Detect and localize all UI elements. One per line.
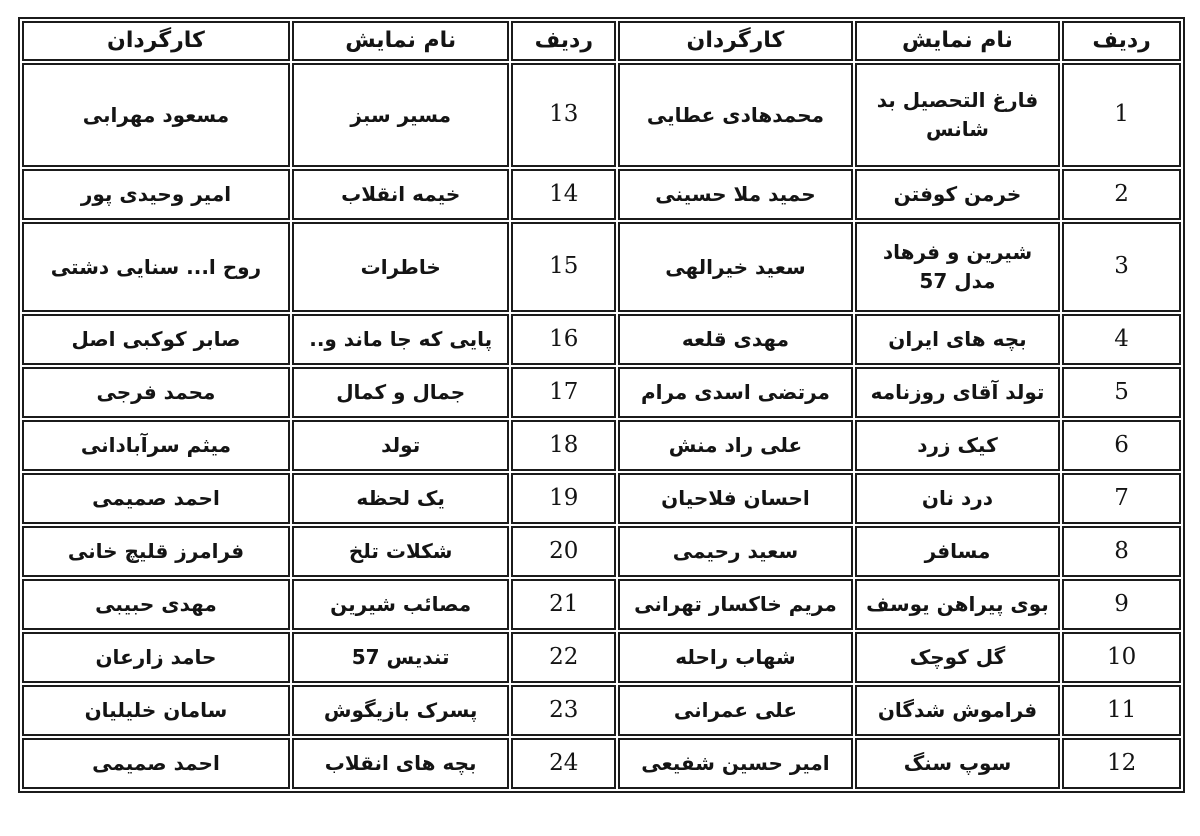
director-cell: سعید رحیمی [618,526,853,577]
table-row [22,367,1181,418]
director-cell: احمد صمیمی [22,738,290,789]
show-name-cell: سوپ سنگ [855,738,1060,789]
row-number-cell: 3 [1062,222,1181,312]
row-number-cell: 21 [511,579,616,630]
director-cell: محمدهادی عطایی [618,63,853,167]
table-row [22,420,1181,471]
row-number-cell: 20 [511,526,616,577]
show-name-cell: تندیس 57 [292,632,510,683]
director-cell: احمد صمیمی [22,473,290,524]
table-row [22,632,1181,683]
director-cell: صابر کوکبی اصل [22,314,290,365]
table-body [22,63,1181,789]
table-row [22,738,1181,789]
row-number-cell: 12 [1062,738,1181,789]
show-name-cell: خیمه انقلاب [292,169,510,220]
director-cell: مریم خاکسار تهرانی [618,579,853,630]
show-name-cell: مصائب شیرین [292,579,510,630]
table-row [22,473,1181,524]
table-header [22,21,1181,61]
show-name-cell: فارغ التحصیل بد شانس [855,63,1060,167]
row-number-cell: 19 [511,473,616,524]
director-cell: محمد فرجی [22,367,290,418]
row-number-cell: 10 [1062,632,1181,683]
show-name-cell: شکلات تلخ [292,526,510,577]
row-number-cell: 6 [1062,420,1181,471]
row-number-cell: 23 [511,685,616,736]
column-header-director-right: کارگردان [618,21,853,61]
show-name-cell: بوی پیراهن یوسف [855,579,1060,630]
show-name-cell: کیک زرد [855,420,1060,471]
show-name-cell: خرمن کوفتن [855,169,1060,220]
director-cell: احسان فلاحیان [618,473,853,524]
row-number-cell: 2 [1062,169,1181,220]
show-name-cell: درد نان [855,473,1060,524]
column-header-show-name-left: نام نمایش [292,21,510,61]
show-name-cell: فراموش شدگان [855,685,1060,736]
director-cell: امیر حسین شفیعی [618,738,853,789]
table-row [22,169,1181,220]
show-name-cell: پایی که جا ماند و.. [292,314,510,365]
show-name-cell: جمال و کمال [292,367,510,418]
row-number-cell: 13 [511,63,616,167]
director-cell: حمید ملا حسینی [618,169,853,220]
row-number-cell: 16 [511,314,616,365]
row-number-cell: 18 [511,420,616,471]
row-number-cell: 17 [511,367,616,418]
director-cell: مهدی قلعه [618,314,853,365]
show-name-cell: شیرین و فرهاد مدل 57 [855,222,1060,312]
row-number-cell: 8 [1062,526,1181,577]
show-name-cell: تولد آقای روزنامه [855,367,1060,418]
show-name-cell: گل کوچک [855,632,1060,683]
show-name-cell: بچه های ایران [855,314,1060,365]
row-number-cell: 5 [1062,367,1181,418]
table-row [22,579,1181,630]
row-number-cell: 15 [511,222,616,312]
director-cell: امیر وحیدی پور [22,169,290,220]
table-row [22,63,1181,167]
director-cell: مسعود مهرابی [22,63,290,167]
show-name-cell: مسیر سبز [292,63,510,167]
show-name-cell: تولد [292,420,510,471]
table-row [22,685,1181,736]
header-row [22,21,1181,61]
director-cell: سعید خیرالهی [618,222,853,312]
row-number-cell: 14 [511,169,616,220]
director-cell: فرامرز قلیچ خانی [22,526,290,577]
director-cell: علی راد منش [618,420,853,471]
table-row [22,314,1181,365]
director-cell: مرتضی اسدی مرام [618,367,853,418]
director-cell: حامد زارعان [22,632,290,683]
director-cell: روح ا... سنایی دشتی [22,222,290,312]
row-number-cell: 22 [511,632,616,683]
show-name-cell: خاطرات [292,222,510,312]
column-header-director-left: کارگردان [22,21,290,61]
director-cell: شهاب راحله [618,632,853,683]
row-number-cell: 11 [1062,685,1181,736]
director-cell: علی عمرانی [618,685,853,736]
director-cell: سامان خلیلیان [22,685,290,736]
row-number-cell: 9 [1062,579,1181,630]
column-header-show-name-right: نام نمایش [855,21,1060,61]
show-name-cell: مسافر [855,526,1060,577]
row-number-cell: 4 [1062,314,1181,365]
column-header-row-number-left: ردیف [511,21,616,61]
row-number-cell: 7 [1062,473,1181,524]
director-cell: مهدی حبیبی [22,579,290,630]
row-number-cell: 24 [511,738,616,789]
row-number-cell: 1 [1062,63,1181,167]
table-row [22,222,1181,312]
director-cell: میثم سرآبادانی [22,420,290,471]
table-row [22,526,1181,577]
plays-table [18,17,1185,793]
show-name-cell: بچه های انقلاب [292,738,510,789]
show-name-cell: یک لحظه [292,473,510,524]
show-name-cell: پسرک بازیگوش [292,685,510,736]
column-header-row-number-right: ردیف [1062,21,1181,61]
